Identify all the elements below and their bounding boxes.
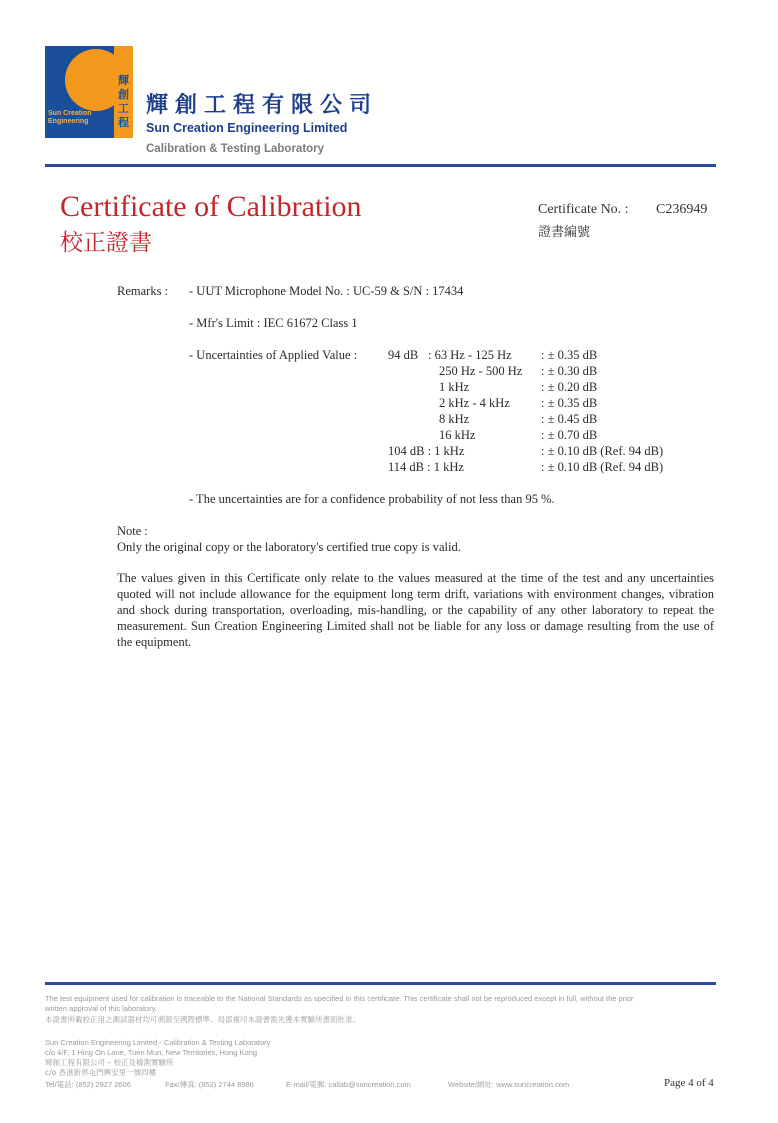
uncertainty-frequency: 16 kHz [439,428,476,442]
footer-address-chinese: 輝創工程有限公司 – 校正及檢測實驗所 [45,1058,174,1067]
certificate-number-label-chinese: 證書編號 [538,225,591,240]
certificate-number-value: C236949 [656,202,708,217]
note-body: The values given in this Certificate only relate to the values measured at the time of the test and any uncertainties quoted will not include allowance for the equipment long term drift, variations with environment changes, vibration and shock during transportation, overloading, mis-handling, or the capability of any other laboratory to repeat the measurement. Sun Creation Engineering Limited shall not be liable for any loss or damage resulting from the use of the equipment. [117,571,714,649]
remarks-label: Remarks : [117,284,169,298]
uncertainty-level: 104 dB : 1 kHz [388,444,465,458]
note-validity: Only the original copy or the laboratory's certified true copy is valid. [117,540,461,554]
uncertainty-value: : ± 0.70 dB [541,428,598,442]
company-logo [45,46,133,138]
uncertainty-level: 94 dB [388,348,419,362]
footer-traceability: The test equipment used for calibration is traceable to the National Standards as specified in this certificate. This certificate shall not be reproduced except in full, without the prior [45,994,634,1003]
remarks-mfr-limit: - Mfr's Limit : IEC 61672 Class 1 [189,316,358,330]
uncertainty-frequency: : 63 Hz - 125 Hz [428,348,512,362]
page-number: Page 4 of 4 [664,1077,714,1089]
uncertainty-value: : ± 0.30 dB [541,364,598,378]
footer-telephone: Tel/電話: (852) 2927 2606 [45,1080,131,1089]
uncertainty-value: : ± 0.10 dB (Ref. 94 dB) [541,444,664,458]
footer-traceability-chinese: 本證書所載校正用之測試器材均可溯源至國際標準。局部複印本證書需先獲本實驗所書面批准。 [45,1015,360,1024]
company-name-chinese: 輝創工程有限公司 [146,93,379,118]
logo-chinese-text: 輝 創 工 程 [118,74,129,129]
footer-email: E-mail/電郵: callab@suncreation.com [286,1080,411,1089]
certificate-number-label: Certificate No. : [538,202,629,217]
uncertainty-value: : ± 0.45 dB [541,412,598,426]
uncertainty-value: : ± 0.35 dB [541,396,598,410]
laboratory-name: Calibration & Testing Laboratory [146,143,325,155]
certificate-title-chinese: 校正證書 [60,230,152,256]
uncertainty-value: : ± 0.10 dB (Ref. 94 dB) [541,460,664,474]
uncertainty-value: : ± 0.20 dB [541,380,598,394]
footer-address: Sun Creation Engineering Limited - Calibration & Testing Laboratory [45,1038,271,1047]
footer-fax: Fax/傳真: (852) 2744 8986 [165,1080,254,1089]
note-label: Note : [117,524,148,538]
logo-english-text: Sun Creation Engineering [48,110,92,125]
remarks-confidence: - The uncertainties are for a confidence probability of not less than 95 %. [189,492,555,506]
remarks-uncertainties-label: - Uncertainties of Applied Value : [189,348,358,362]
footer-website: Website/網址: www.suncreation.com [448,1080,570,1089]
uncertainty-level: 114 dB : 1 kHz [388,460,464,474]
uncertainty-frequency: 250 Hz - 500 Hz [439,364,523,378]
header-divider [45,164,716,167]
footer-traceability: written approval of this laboratory. [45,1004,157,1013]
uncertainty-frequency: 2 kHz - 4 kHz [439,396,510,410]
certificate-title: Certificate of Calibration [60,190,362,223]
uncertainty-frequency: 1 kHz [439,380,470,394]
company-name-english: Sun Creation Engineering Limited [146,121,348,135]
uncertainty-frequency: 8 kHz [439,412,470,426]
footer-address: c/o 4/F, 1 Hing On Lane, Tuen Mun, New Territories, Hong Kong [45,1048,258,1057]
remarks-uut: - UUT Microphone Model No. : UC-59 & S/N : 17434 [189,284,464,298]
uncertainty-value: : ± 0.35 dB [541,348,598,362]
footer-address-chinese: c/o 香港新界屯門興安里一號四樓 [45,1068,157,1077]
footer-divider [45,982,716,985]
